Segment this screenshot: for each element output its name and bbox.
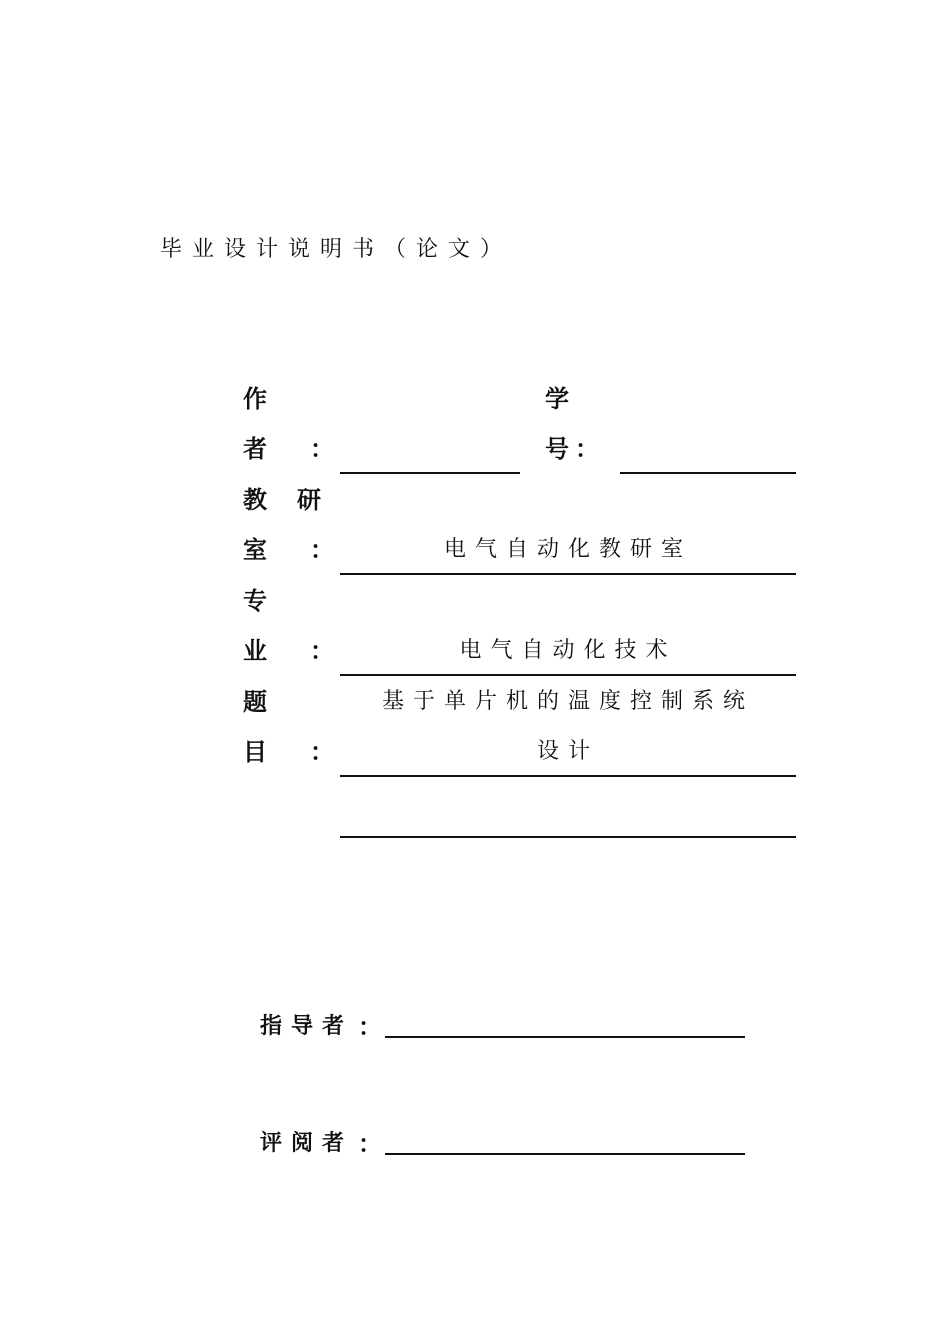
department-value[interactable]: 电气自动化教研室 <box>443 537 692 562</box>
topic-label-char2: 目 <box>243 738 267 766</box>
reviewer-label: 评阅者 <box>260 1131 354 1156</box>
student-id-underline <box>620 472 796 474</box>
student-id-colon: ： <box>575 435 599 463</box>
department-underline <box>340 573 796 575</box>
document-title: 毕业设计说明书（论文） <box>160 237 513 262</box>
department-label-char3: 室 <box>243 536 267 564</box>
student-id-label-char2: 号 <box>545 435 569 463</box>
topic-underline <box>340 775 796 777</box>
author-underline <box>340 472 520 474</box>
major-underline <box>340 674 796 676</box>
advisor-underline <box>385 1036 745 1038</box>
topic-label-char1: 题 <box>243 688 267 716</box>
major-label-char2: 业 <box>243 637 267 665</box>
department-label-char1: 教 <box>243 486 267 514</box>
topic-extra-underline <box>340 836 796 838</box>
author-label-char2: 者 <box>243 435 267 463</box>
student-id-label-char1: 学 <box>545 385 569 413</box>
author-colon: ： <box>310 435 334 463</box>
major-colon: ： <box>310 637 334 665</box>
reviewer-colon: ： <box>358 1130 382 1158</box>
major-label-char1: 专 <box>243 587 267 615</box>
topic-colon: ： <box>310 738 334 766</box>
department-colon: ： <box>310 536 334 564</box>
reviewer-underline <box>385 1153 745 1155</box>
topic-value-line1[interactable]: 基于单片机的温度控制系统 <box>381 689 754 714</box>
advisor-label: 指导者 <box>260 1014 354 1039</box>
advisor-colon: ： <box>358 1013 382 1041</box>
author-label-char1: 作 <box>243 385 267 413</box>
topic-value-line2[interactable]: 设计 <box>536 739 599 764</box>
major-value[interactable]: 电气自动化技术 <box>459 638 677 663</box>
department-label-char2: 研 <box>297 486 321 514</box>
